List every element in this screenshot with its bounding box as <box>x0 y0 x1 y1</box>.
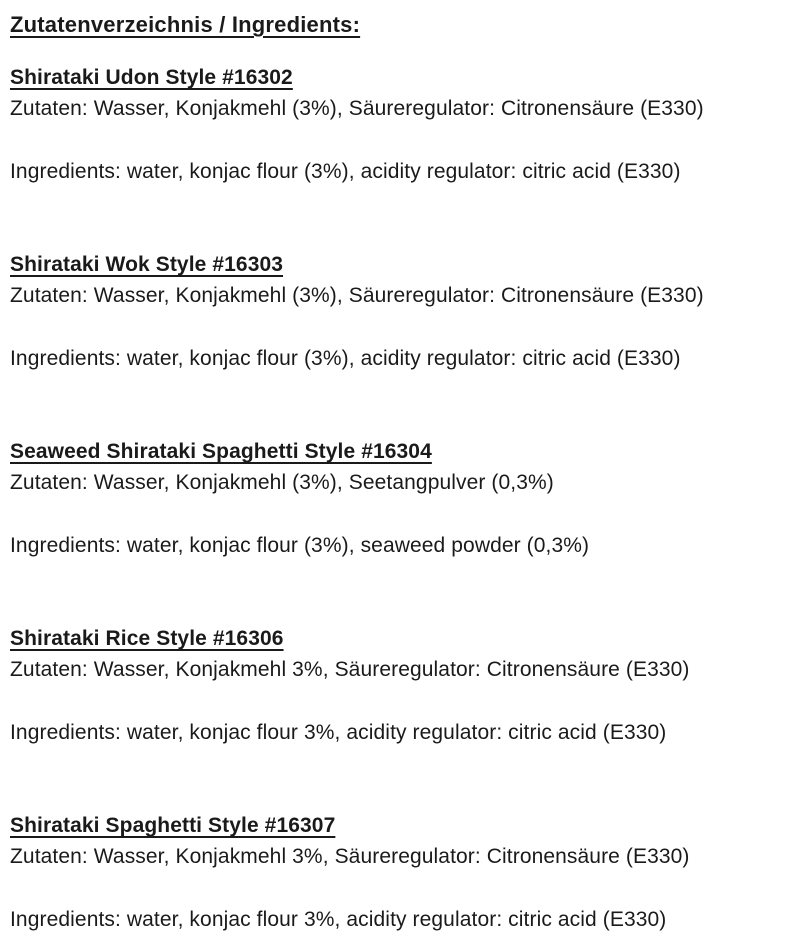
product-heading: Seaweed Shirataki Spaghetti Style #16304 <box>10 440 432 463</box>
product-section-rice <box>10 625 790 746</box>
title-row <box>10 10 790 40</box>
product-heading: Shirataki Udon Style #16302 <box>10 66 293 89</box>
ingredients-line: Ingredients: water, konjac flour (3%), acidity regulator: citric acid (E330) <box>10 347 681 370</box>
product-section-spaghetti <box>10 812 790 933</box>
ingredients-line: Ingredients: water, konjac flour (3%), acidity regulator: citric acid (E330) <box>10 160 681 183</box>
product-heading: Shirataki Spaghetti Style #16307 <box>10 814 336 837</box>
zutaten-line: Zutaten: Wasser, Konjakmehl 3%, Säureregulator: Citronensäure (E330) <box>10 845 690 868</box>
zutaten-line: Zutaten: Wasser, Konjakmehl 3%, Säureregulator: Citronensäure (E330) <box>10 658 690 681</box>
product-section-wok <box>10 251 790 372</box>
page-title: Zutatenverzeichnis / Ingredients: <box>10 12 361 37</box>
ingredients-line: Ingredients: water, konjac flour (3%), seaweed powder (0,3%) <box>10 534 590 557</box>
product-heading: Shirataki Rice Style #16306 <box>10 627 284 650</box>
zutaten-line: Zutaten: Wasser, Konjakmehl (3%), Säureregulator: Citronensäure (E330) <box>10 284 704 307</box>
product-heading: Shirataki Wok Style #16303 <box>10 253 284 276</box>
zutaten-line: Zutaten: Wasser, Konjakmehl (3%), Säureregulator: Citronensäure (E330) <box>10 97 704 120</box>
ingredients-line: Ingredients: water, konjac flour 3%, acidity regulator: citric acid (E330) <box>10 721 667 744</box>
product-section-seaweed-spaghetti <box>10 438 790 559</box>
product-section-udon <box>10 64 790 185</box>
ingredients-line: Ingredients: water, konjac flour 3%, acidity regulator: citric acid (E330) <box>10 908 667 931</box>
zutaten-line: Zutaten: Wasser, Konjakmehl (3%), Seetangpulver (0,3%) <box>10 471 554 494</box>
